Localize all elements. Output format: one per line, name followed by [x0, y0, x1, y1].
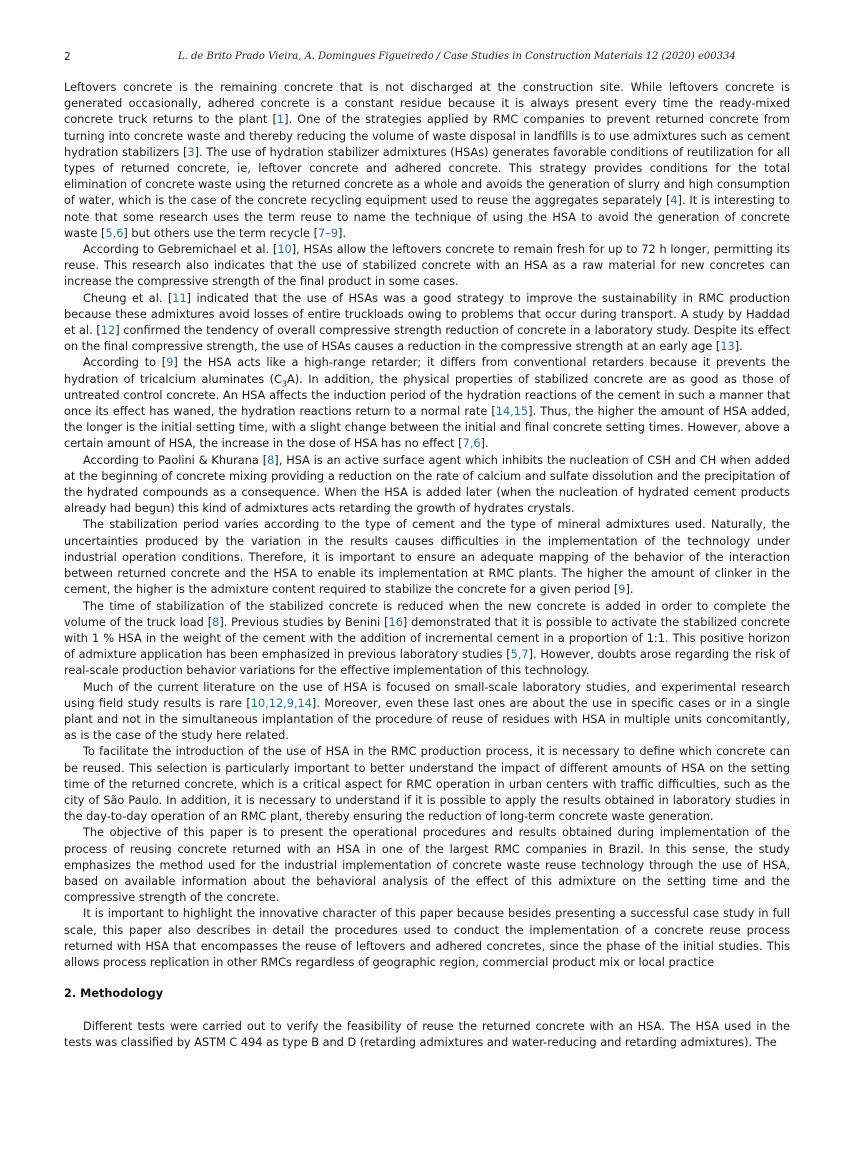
- citation-link[interactable]: 8: [212, 615, 220, 629]
- citation-link[interactable]: 7,6: [462, 437, 481, 451]
- citation-link[interactable]: 10,12,9,14: [250, 696, 312, 710]
- paragraph-12: Different tests were carried out to verify the feasibility of reuse the returned concrete with an HSA. The HSA used in the tests was classified by ASTM C 494 as type B and D (retarding admixtures and water-reducing and retarding admixtures). The: [64, 1020, 790, 1050]
- citation-link[interactable]: 7–9: [318, 226, 339, 240]
- citation-link[interactable]: 11: [172, 291, 187, 305]
- citation-link[interactable]: 12: [100, 324, 116, 338]
- citation-link[interactable]: 3: [187, 145, 195, 159]
- paragraph-9: To facilitate the introduction of the use of HSA in the RMC production process, it is necessary to define which concrete can be reused. This selection is particularly important to better understand the impact of different amounts of HSA on the setting time of the returned concrete, which is a critical aspect for RMC operation in urban centers with traffic difficulties, such as the city of São Paulo. In addition, it is necessary to understand if it is possible to apply the results obtained in laboratory studies in the day-to-day operation of an RMC plant, thereby ensuring the reduction of long-term concrete waste generation.: [64, 745, 790, 824]
- citation-link[interactable]: 13: [720, 340, 735, 354]
- paragraph-7: The time of stabilization of the stabilized concrete is reduced when the new concrete is added in order to complete the volume of the truck load [8]. Previous studies by Benini [16] demonstrated that it is possible to activate the stabilized concrete with 1 % HSA in the weight of the cement with the addition of incremental cement in a proportion of 1:1. This positive horizon of admixture application has been emphasized in previous laboratory studies [5,7]. However, doubts arose regarding the risk of real-scale production behavior variations for the effective implementation of this technology.: [64, 599, 790, 678]
- paragraph-1: Leftovers concrete is the remaining concrete that is not discharged at the construction site. While leftovers concrete is generated occasionally, adhered concrete is a constant residue because it is always present every time the ready-mixed concrete truck returns to the plant [1]. One of the strategies applied by RMC companies to prevent returned concrete from turning into concrete waste and thereby reducing the volume of waste disposal in landfills is to use admixtures such as cement hydration stabilizers [3]. The use of hydration stabilizer admixtures (HSAs) generates favorable conditions of reutilization for all types of returned concrete, ie, leftover concrete and adhered concrete. This strategy provides conditions for the total elimination of concrete waste using the returned concrete as a whole and avoids the generation of slurry and high consumption of water, which is the case of the concrete recycling equipment used to reuse the aggregates separately [4]. It is interesting to note that some research uses the term reuse to name the technique of using the HSA to avoid the generation of concrete waste [5,6] but others use the term recycle [7–9].: [64, 81, 790, 240]
- citation-link[interactable]: 8: [267, 453, 275, 467]
- citation-link[interactable]: 5,6: [105, 226, 124, 240]
- paragraph-5: According to Paolini & Khurana [8], HSA is an active surface agent which inhibits the nucleation of CSH and CH when added at the beginning of concrete mixing providing a reduction on the rate of calcium and sulfate dissolution and the precipitation of the hydrated compounds as a consequence. When the HSA is added later (when the nucleation of hydrated cement products already had begun) this kind of admixtures acts retarding the growth of hydrates crystals.: [64, 453, 790, 516]
- paragraph-4: According to [9] the HSA acts like a high-range retarder; it differs from conventional retarders because it prevents the hydration of tricalcium aluminates $(C_3A)$. In addition, the physical properties of stabilized concrete are as good as those of untreated control concrete. An HSA affects the induction period of the hydration reactions of the cement in such a manner that once its effect has waned, the hydration reactions return to a normal rate [14,15]. Thus, the higher the amount of HSA added, the longer is the initial setting time, with a slight change between the initial and final concrete setting times. However, above a certain amount of HSA, the increase in the dose of HSA has no effect [7,6].: [64, 356, 790, 451]
- paragraph-3: Cheung et al. [11] indicated that the use of HSAs was a good strategy to improve the sustainability in RMC production because these admixtures avoid losses of entire truckloads owing to problems that occur during transport. A study by Haddad et al. [12] confirmed the tendency of overall compressive strength reduction of concrete in a laboratory study. Despite its effect on the final compressive strength, the use of HSAs causes a reduction in the compressive strength at an early age [13].: [64, 291, 791, 354]
- citation-link[interactable]: 10: [277, 243, 292, 257]
- citation-link[interactable]: 5,7: [510, 648, 529, 662]
- citation-link[interactable]: 1: [276, 113, 285, 127]
- page-header: [64, 51, 790, 67]
- citation-link[interactable]: 9: [166, 356, 174, 370]
- paragraph-6: The stabilization period varies according to the type of cement and the type of mineral admixtures used. Naturally, the uncertainties produced by the variation in the results causes difficulties in the implementation of the technology under industrial operation conditions. Therefore, it is important to ensure an adequate mapping of the behavior of the interaction between returned concrete and the HSA to enable its implementation at RMC plants. The higher the amount of clinker in the cement, the higher is the admixture content required to stabilize the concrete for a given period [9].: [64, 518, 790, 597]
- citation-link[interactable]: 9: [618, 583, 626, 597]
- paragraph-2: According to Gebremichael et al. [10], HSAs allow the leftovers concrete to remain fresh for up to 72 h longer, permitting its reuse. This research also indicates that the use of stabilized concrete with an HSA as a raw material for new concretes can increase the compressive strength of the final product in some cases.: [64, 243, 790, 289]
- article-body: [64, 80, 790, 1052]
- paragraph-8: Much of the current literature on the use of HSA is focused on small-scale laboratory studies, and experimental research using field study results is rare [10,12,9,14]. Moreover, even these last ones are about the use in specific cases or in a single plant and not in the simultaneous implantation of the procedure of reuse of residues with HSA in multiple units concomitantly, as is the case of the study here related.: [64, 680, 790, 743]
- citation-link[interactable]: 16: [388, 615, 403, 629]
- page-number: 2: [64, 51, 71, 63]
- running-head: L. de Brito Prado Vieira, A. Domingues Figueiredo / Case Studies in Construction Materials 12 (2020) e00334: [178, 51, 736, 62]
- section-heading-methodology: 2. Methodology: [64, 987, 164, 1001]
- paragraph-10: The objective of this paper is to present the operational procedures and results obtained during implementation of the process of reusing concrete returned with an HSA in one of the largest RMC companies in Brazil. In this sense, the study emphasizes the method used for the industrial implementation of concrete waste reuse technology through the use of HSA, based on available information about the behavioral analysis of the effect of this admixture on the setting time and the compressive strength of the concrete.: [64, 826, 790, 905]
- citation-link[interactable]: 4: [670, 194, 678, 208]
- citation-link[interactable]: 14,15: [495, 405, 529, 419]
- paragraph-11: It is important to highlight the innovative character of this paper because besides presenting a successful case study in full scale, this paper also describes in detail the procedures used to conduct the implementation of a concrete reuse process returned with HSA that encompasses the reuse of leftovers and adhered concretes, since the phase of the initial studies. This allows process replication in other RMCs regardless of geographic region, commercial product mix or local practice: [64, 907, 790, 969]
